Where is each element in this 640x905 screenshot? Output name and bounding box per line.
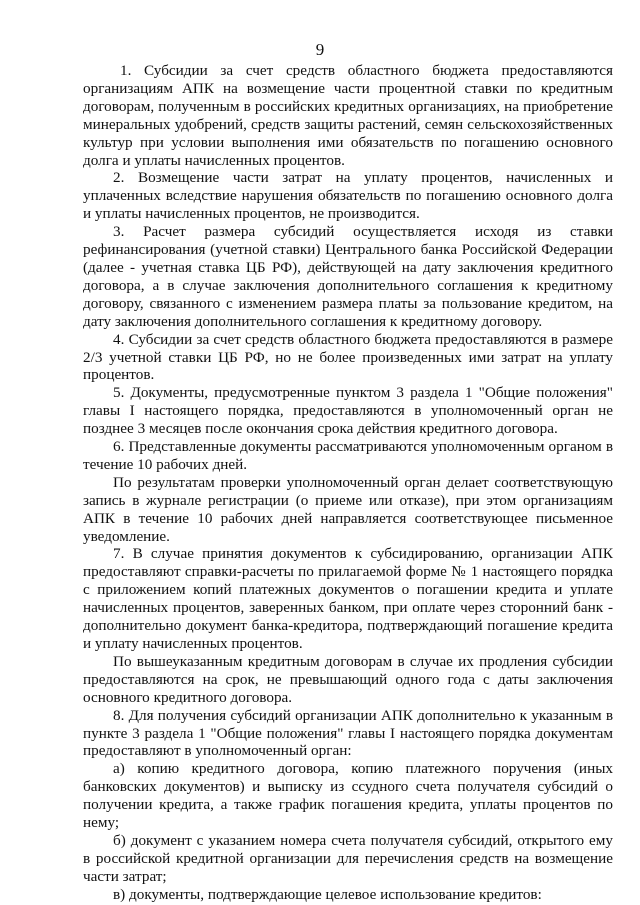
- paragraph-6: 6. Представленные документы рассматриваются уполномоченным органом в течение 10 рабочих дней.: [83, 438, 613, 473]
- paragraph-7: 7. В случае принятия документов к субсидированию, организации АПК предоставляют справки-расчеты по прилагаемой форме № 1 настоящего порядка с приложением копий платежных документов о погашении кредита и уплате начисленных процентов, заверенных банком, при оплате через сторонний банк - дополнительно документ банка-кредитора, подтверждающий погашение кредита и уплату начисленных процентов.: [83, 545, 613, 652]
- paragraph-8-item-a: а) копию кредитного договора, копию платежного поручения (иных банковских документов) и выписку из ссудного счета получателя субсидий о получении кредита, а также график погашения кредита, уплаты процентов по нему;: [83, 760, 613, 832]
- paragraph-2: 2. Возмещение части затрат на уплату процентов, начисленных и уплаченных вследствие нарушения обязательств по погашению основного долга и уплаты начисленных процентов, не производится.: [83, 169, 613, 223]
- paragraph-8-item-v: в) документы, подтверждающие целевое использование кредитов:: [113, 885, 542, 903]
- paragraph-5: 5. Документы, предусмотренные пунктом 3 раздела 1 "Общие положения" главы I настоящего порядка, предоставляются в уполномоченный орган не позднее 3 месяцев после окончания срока действия кредитного договора.: [83, 384, 613, 438]
- paragraph-6-continuation: По результатам проверки уполномоченный орган делает соответствующую запись в журнале регистрации (о приеме или отказе), при этом организациям АПК в течение 10 рабочих дней направляется соответствующее письменное уведомление.: [83, 473, 613, 545]
- paragraph-1: 1. Субсидии за счет средств областного бюджета предоставляются организациям АПК на возмещение части процентной ставки по кредитным договорам, полученным в российских кредитных организациях, на приобретение минеральных удобрений, средств защиты растений, семян сельскохозяйственных культур при условии выполнения ими обязательств по погашению основного долга и уплаты начисленных процентов.: [83, 62, 613, 169]
- document-body: [83, 62, 613, 904]
- paragraph-7-continuation: По вышеуказанным кредитным договорам в случае их продления субсидии предоставляются на срок, не превышающий одного года с даты заключения основного кредитного договора.: [83, 652, 613, 706]
- page-number: 9: [315, 40, 325, 59]
- paragraph-8: 8. Для получения субсидий организации АПК дополнительно к указанным в пункте 3 раздела 1 "Общие положения" главы I настоящего порядка документам предоставляют в уполномоченный орган:: [83, 706, 613, 760]
- paragraph-3: 3. Расчет размера субсидий осуществляется исходя из ставки рефинансирования (учетной ставки) Центрального банка Российской Федерации (далее - учетная ставка ЦБ РФ), действующей на дату заключения кредитного договора, а в случае заключения дополнительного соглашения к кредитному договору, связанного с изменением размера платы за пользование кредитом, на дату заключения дополнительного соглашения к кредитному договору.: [83, 223, 613, 330]
- paragraph-4: 4. Субсидии за счет средств областного бюджета предоставляются в размере 2/3 учетной ставки ЦБ РФ, но не более произведенных ими затрат на уплату процентов.: [83, 330, 613, 384]
- paragraph-8-item-b: б) документ с указанием номера счета получателя субсидий, открытого ему в российской кредитной организации для перечисления средств на возмещение части затрат;: [83, 831, 613, 885]
